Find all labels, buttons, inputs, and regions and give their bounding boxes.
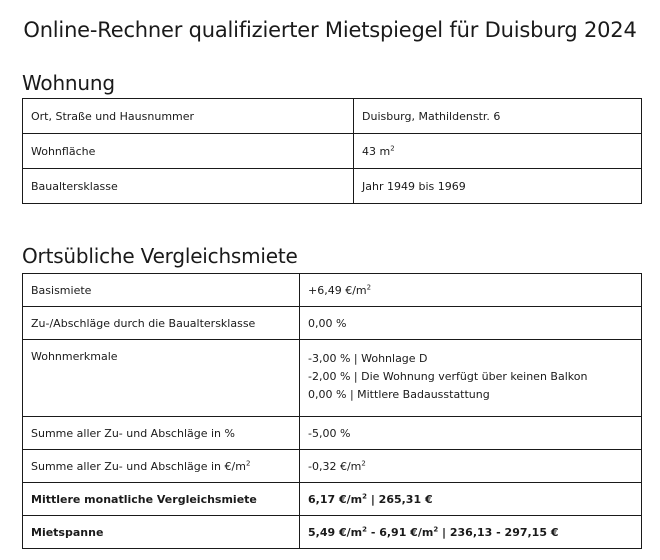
table-row [23, 417, 642, 450]
row-value-age-class: Jahr 1949 bis 1969 [354, 169, 642, 204]
table-row [23, 516, 642, 549]
basismiete-sup: 2 [366, 282, 372, 291]
row-label-mittlere: Mittlere monatliche Vergleichsmiete [23, 483, 300, 516]
wohnmerkmal-line: -2,00 % | Die Wohnung verfügt über keinen Balkon [308, 370, 588, 383]
spanne-total: | 236,13 - 297,15 € [438, 525, 559, 539]
table-row [23, 450, 642, 483]
row-label-area: Wohnfläche [23, 134, 354, 169]
spanne-high-sup: 2 [433, 524, 439, 533]
mittlere-sup: 2 [362, 491, 367, 500]
summe-eur-value-sup: 2 [361, 458, 366, 467]
row-label-basismiete: Basismiete [23, 274, 300, 307]
section-title-vergleichsmiete: Ortsübliche Vergleichsmiete [22, 244, 298, 268]
spanne-low: 5,49 €/m [308, 525, 363, 539]
wohnmerkmal-line: 0,00 % | Mittlere Badausstattung [308, 388, 490, 401]
row-value-basismiete [300, 274, 642, 307]
mittlere-value: 6,17 €/m [308, 492, 363, 506]
row-label-age-class: Baualtersklasse [23, 169, 354, 204]
vergleichsmiete-table [22, 273, 642, 549]
row-value-mietspanne [300, 516, 642, 549]
area-unit-sup: 2 [390, 143, 395, 152]
row-label-address: Ort, Straße und Hausnummer [23, 99, 354, 134]
row-label-summe-prozent: Summe aller Zu- und Abschläge in % [23, 417, 300, 450]
section-title-wohnung: Wohnung [22, 71, 115, 95]
row-label-mietspanne: Mietspanne [23, 516, 300, 549]
table-row [23, 307, 642, 340]
table-row [23, 483, 642, 516]
table-row [23, 169, 642, 204]
mittlere-total: | 265,31 € [366, 492, 433, 506]
row-value-wohnmerkmale [300, 340, 642, 417]
row-label-wohnmerkmale: Wohnmerkmale [23, 340, 300, 417]
row-value-summe-eur [300, 450, 642, 483]
summe-eur-value: -0,32 €/m [308, 459, 362, 473]
row-label-summe-eur [23, 450, 300, 483]
spanne-low-sup: 2 [362, 524, 367, 533]
table-row [23, 274, 642, 307]
table-row [23, 134, 642, 169]
summe-eur-label: Summe aller Zu- und Abschläge in €/m [31, 459, 246, 473]
row-value-mittlere [300, 483, 642, 516]
wohnung-table [22, 98, 642, 204]
row-label-baualter: Zu-/Abschläge durch die Baualtersklasse [23, 307, 300, 340]
page-title: Online-Rechner qualifizierter Mietspiegel für Duisburg 2024 [23, 18, 637, 42]
row-value-area [354, 134, 642, 169]
row-value-summe-prozent: -5,00 % [300, 417, 642, 450]
row-value-address: Duisburg, Mathildenstr. 6 [354, 99, 642, 134]
table-row [23, 99, 642, 134]
basismiete-value: +6,49 €/m [308, 283, 367, 297]
table-row [23, 340, 642, 417]
spanne-high: - 6,91 €/m [366, 525, 434, 539]
area-value: 43 m [362, 144, 391, 158]
summe-eur-label-sup: 2 [245, 458, 251, 467]
row-value-baualter: 0,00 % [300, 307, 642, 340]
wohnmerkmal-line: -3,00 % | Wohnlage D [308, 352, 428, 365]
